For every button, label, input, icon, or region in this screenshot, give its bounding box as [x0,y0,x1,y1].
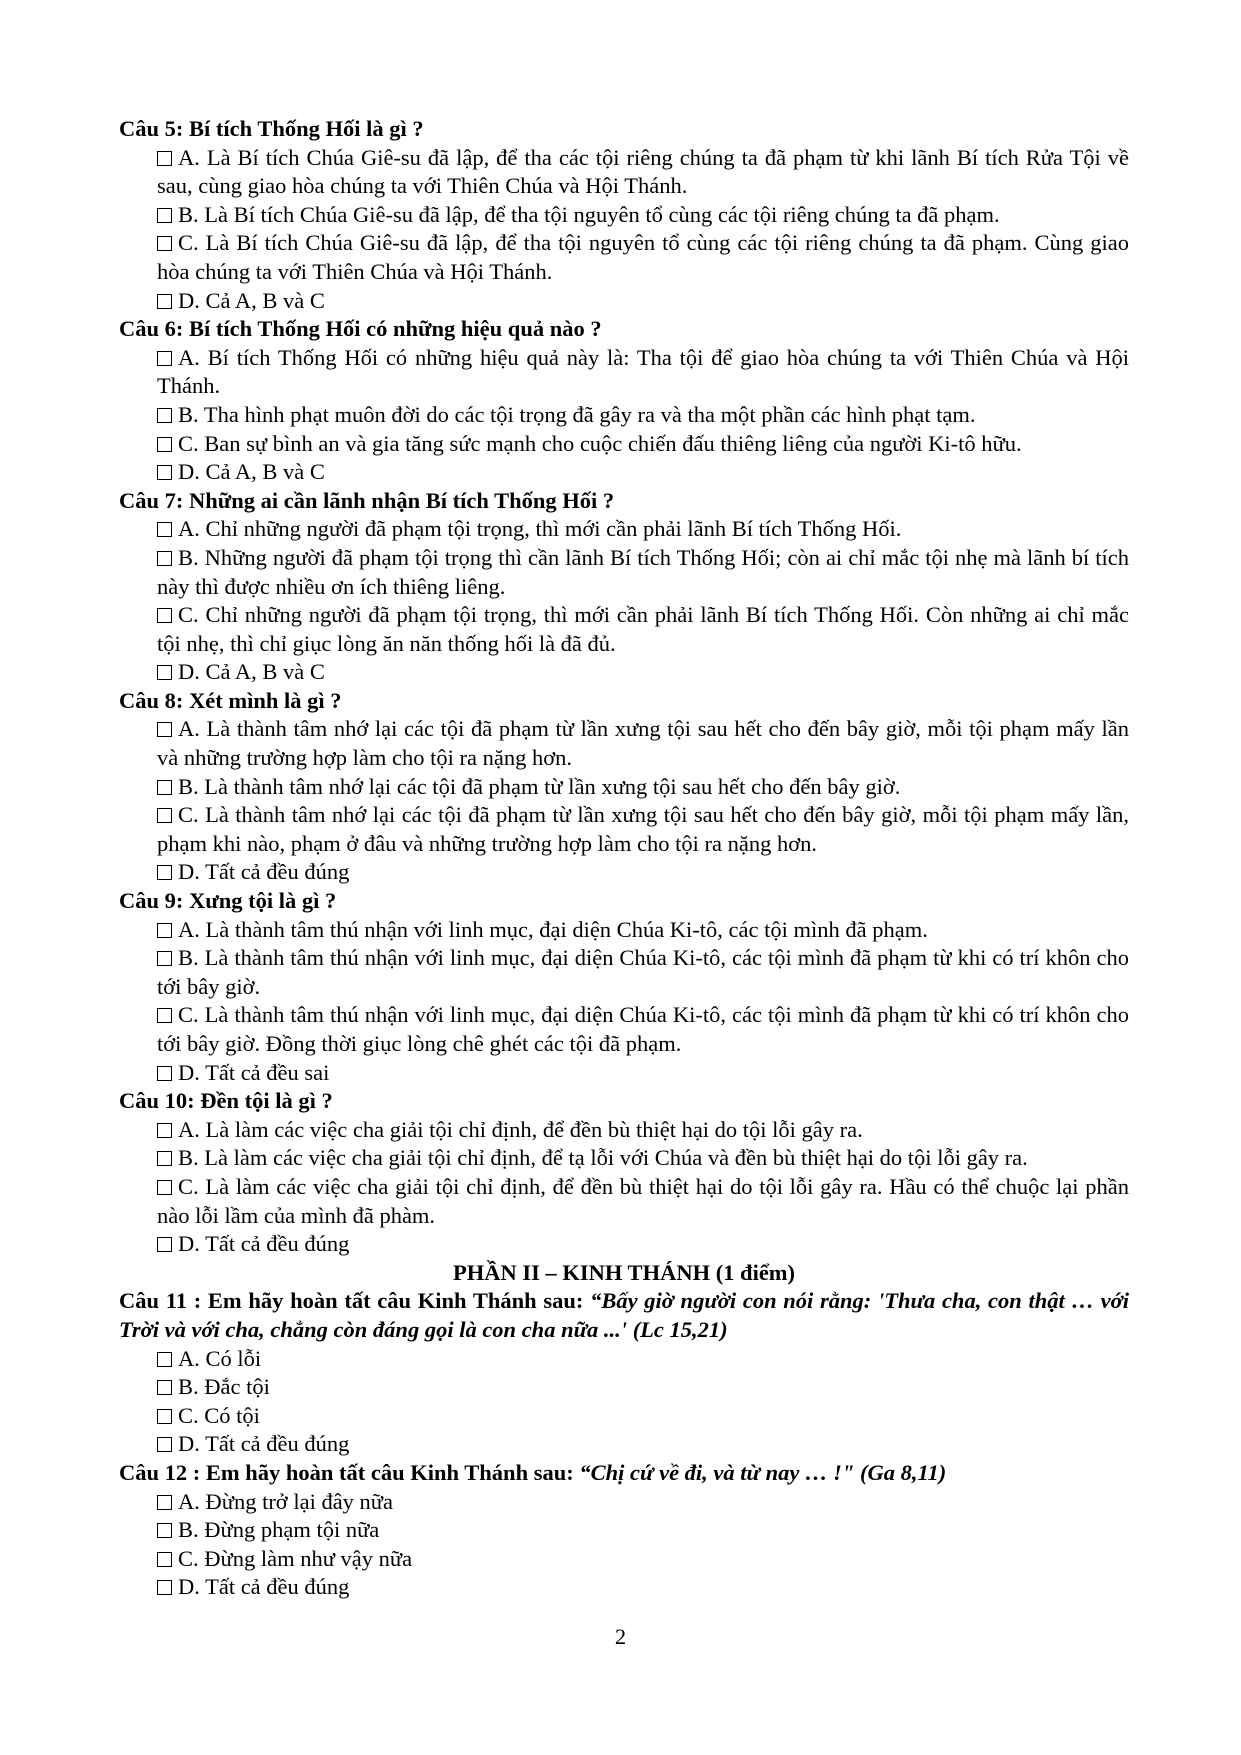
question-10-title: Câu 10: Đền tội là gì ? [119,1088,333,1114]
checkbox-icon[interactable] [157,1008,172,1023]
question-5-title: Câu 5: Bí tích Thống Hối là gì ? [119,116,424,141]
checkbox-icon[interactable] [157,865,172,880]
checkbox-icon[interactable] [157,437,172,452]
checkbox-icon[interactable] [157,1495,172,1510]
question-12-option-a[interactable]: A. Đừng trở lại đây nữa [157,1488,1129,1517]
checkbox-icon[interactable] [157,1523,172,1538]
question-7-option-d[interactable]: D. Cả A, B và C [157,658,1129,687]
checkbox-icon[interactable] [157,1580,172,1595]
question-8-option-c[interactable]: C. Là thành tâm nhớ lại các tội đã phạm từ lần xưng tội sau hết cho đến bây giờ, mỗi tội phạm mấy lần, phạm khi nào, phạm ở đâu và những trường hợp làm cho tội ra nặng hơn. [157,802,1129,856]
checkbox-icon[interactable] [157,522,172,537]
section-2-heading: PHẦN II – KINH THÁNH (1 điểm) [452,1259,796,1285]
checkbox-icon[interactable] [157,294,172,309]
checkbox-icon[interactable] [157,408,172,423]
checkbox-icon[interactable] [157,151,172,166]
question-9-option-a[interactable]: A. Là thành tâm thú nhận với linh mục, đại diện Chúa Ki-tô, các tội mình đã phạm. [157,916,1129,945]
question-7-option-b[interactable]: B. Những người đã phạm tội trọng thì cần lãnh Bí tích Thống Hối; còn ai chỉ mắc tội nhẹ mà lãnh bí tích này thì được nhiều ơn ích thiêng liêng. [157,544,1129,599]
question-10-option-c[interactable]: C. Là làm các việc cha giải tội chỉ định, để đền bù thiệt hại do tội lỗi gây ra. Hầu có thể chuộc lại phần nào lỗi lầm của mình đã phàm. [157,1173,1129,1228]
question-8-option-d[interactable]: D. Tất cả đều đúng [157,858,1129,887]
question-6-title: Câu 6: Bí tích Thống Hối có những hiệu quả nào ? [119,316,602,342]
question-9-option-d[interactable]: D. Tất cả đều sai [157,1059,1129,1088]
question-5-option-d[interactable]: D. Cả A, B và C [157,287,1129,316]
question-7-option-c[interactable]: C. Chỉ những người đã phạm tội trọng, thì mới cần phải lãnh Bí tích Thống Hối. Còn những ai chỉ mắc tội nhẹ, thì chỉ giục lòng ăn năn thống hối là đã đủ. [157,602,1129,656]
question-9-title: Câu 9: Xưng tội là gì ? [119,888,337,914]
question-10-option-b[interactable]: B. Là làm các việc cha giải tội chỉ định, để tạ lỗi với Chúa và đền bù thiệt hại do tội lỗi gây ra. [157,1144,1129,1173]
question-8-option-b[interactable]: B. Là thành tâm nhớ lại các tội đã phạm từ lần xưng tội sau hết cho đến bây giờ. [157,773,1129,802]
question-6-option-b[interactable]: B. Tha hình phạt muôn đời do các tội trọng đã gây ra và tha một phần các hình phạt tạm. [157,401,1129,430]
question-10-option-d[interactable]: D. Tất cả đều đúng [157,1230,1129,1259]
question-11-option-d[interactable]: D. Tất cả đều đúng [157,1430,1129,1459]
checkbox-icon[interactable] [157,1409,172,1424]
question-11-option-b[interactable]: B. Đắc tội [157,1373,1129,1402]
question-12-option-b[interactable]: B. Đừng phạm tội nữa [157,1516,1129,1545]
checkbox-icon[interactable] [157,665,172,680]
checkbox-icon[interactable] [157,722,172,737]
question-7-option-a[interactable]: A. Chỉ những người đã phạm tội trọng, thì mới cần phải lãnh Bí tích Thống Hối. [157,515,1129,544]
checkbox-icon[interactable] [157,208,172,223]
question-7-title: Câu 7: Những ai cần lãnh nhận Bí tích Thống Hối ? [119,487,615,513]
question-12-option-c[interactable]: C. Đừng làm như vậy nữa [157,1545,1129,1574]
checkbox-icon[interactable] [157,923,172,938]
checkbox-icon[interactable] [157,1237,172,1252]
question-9-option-c[interactable]: C. Là thành tâm thú nhận với linh mục, đại diện Chúa Ki-tô, các tội mình đã phạm từ khi có trí khôn cho tới bây giờ. Đồng thời giục lòng chê ghét các tội đã phạm. [157,1002,1129,1056]
page-content [119,115,1129,1602]
question-5-option-c[interactable]: C. Là Bí tích Chúa Giê-su đã lập, để tha tội nguyên tổ cùng các tội riêng chúng ta đã phạm. Cùng giao hòa chúng ta với Thiên Chúa và Hội Thánh. [157,230,1129,284]
page-number: 2 [614,1624,627,1649]
checkbox-icon[interactable] [157,551,172,566]
checkbox-icon[interactable] [157,1552,172,1567]
question-11-option-a[interactable]: A. Có lỗi [157,1345,1129,1374]
question-5-option-a[interactable]: A. Là Bí tích Chúa Giê-su đã lập, để tha các tội riêng chúng ta đã phạm từ khi lãnh Bí tích Rửa Tội về sau, cùng giao hòa chúng ta với Thiên Chúa và Hội Thánh. [157,144,1129,199]
checkbox-icon[interactable] [157,808,172,823]
question-12-option-d[interactable]: D. Tất cả đều đúng [157,1573,1129,1602]
checkbox-icon[interactable] [157,951,172,966]
question-12-quote: “Chị cứ về đi, và từ nay … !" (Ga 8,11) [579,1459,947,1485]
checkbox-icon[interactable] [157,1437,172,1452]
checkbox-icon[interactable] [157,1352,172,1367]
checkbox-icon[interactable] [157,1066,172,1081]
checkbox-icon[interactable] [157,1380,172,1395]
question-11-title: Câu 11 : Em hãy hoàn tất câu Kinh Thánh sau: “Bấy giờ người con nói rằng: 'Thưa cha, con thật … với Trời và với cha, chẳng còn đáng gọi là con cha nữa ...' (Lc 15,21) [119,1288,1129,1342]
checkbox-icon[interactable] [157,465,172,480]
checkbox-icon[interactable] [157,780,172,795]
question-6-option-a[interactable]: A. Bí tích Thống Hối có những hiệu quả này là: Tha tội để giao hòa chúng ta với Thiên Chúa và Hội Thánh. [157,344,1129,399]
checkbox-icon[interactable] [157,1151,172,1166]
checkbox-icon[interactable] [157,1180,172,1195]
question-10-option-a[interactable]: A. Là làm các việc cha giải tội chỉ định, để đền bù thiệt hại do tội lỗi gây ra. [157,1116,1129,1145]
question-6-option-d[interactable]: D. Cả A, B và C [157,458,1129,487]
checkbox-icon[interactable] [157,1123,172,1138]
question-8-option-a[interactable]: A. Là thành tâm nhớ lại các tội đã phạm từ lần xưng tội sau hết cho đến bây giờ, mỗi tội phạm mấy lần và những trường hợp làm cho tội ra nặng hơn. [157,716,1129,771]
question-11-option-c[interactable]: C. Có tội [157,1402,1129,1431]
question-8-title: Câu 8: Xét mình là gì ? [119,687,342,713]
question-9-option-b[interactable]: B. Là thành tâm thú nhận với linh mục, đại diện Chúa Ki-tô, các tội mình đã phạm từ khi có trí khôn cho tới bây giờ. [157,945,1129,999]
checkbox-icon[interactable] [157,608,172,623]
checkbox-icon[interactable] [157,351,172,366]
question-5-option-b[interactable]: B. Là Bí tích Chúa Giê-su đã lập, để tha tội nguyên tổ cùng các tội riêng chúng ta đã phạm. [157,201,1129,230]
question-11-quote: “Bấy giờ người con nói rằng: 'Thưa cha, con thật … với Trời và với cha, chẳng còn đáng gọi là con cha nữa ...' (Lc 15,21) [119,1288,1129,1342]
checkbox-icon[interactable] [157,236,172,251]
question-12-title: Câu 12 : Em hãy hoàn tất câu Kinh Thánh sau: “Chị cứ về đi, và từ nay … !" (Ga 8,11) [119,1459,947,1485]
question-6-option-c[interactable]: C. Ban sự bình an và gia tăng sức mạnh cho cuộc chiến đấu thiêng liêng của người Ki-tô hữu. [157,430,1129,459]
